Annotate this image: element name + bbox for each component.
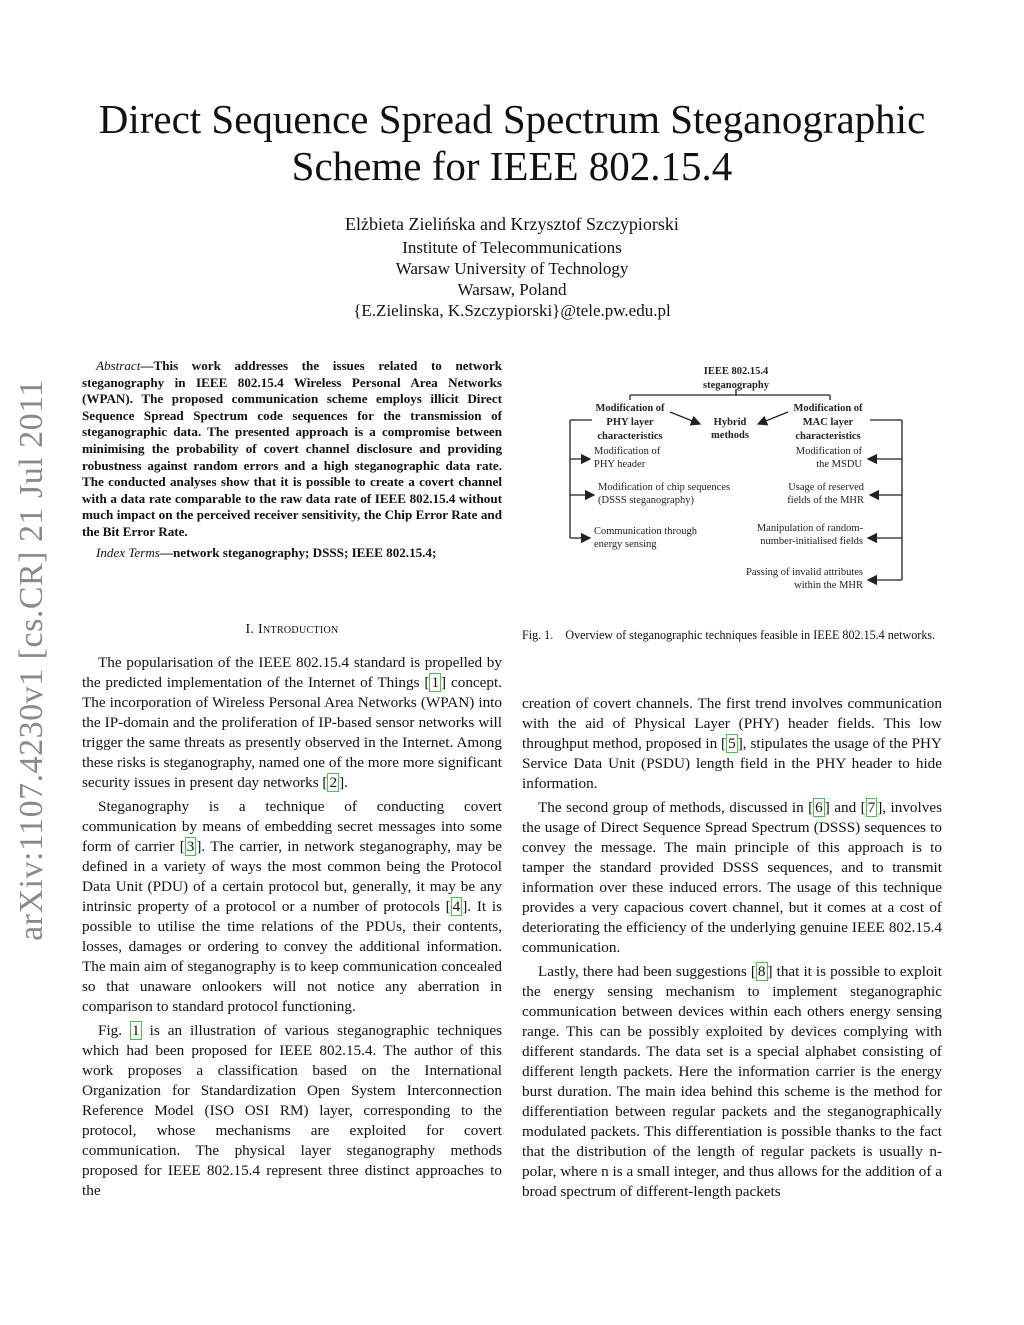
phy-item-2-l2: (DSSS steganography) bbox=[598, 495, 694, 506]
index-terms-label: Index Terms bbox=[96, 544, 160, 560]
mac-item-1-l1: Modification of bbox=[795, 446, 862, 457]
phy-item-2-l1: Modification of chip sequences bbox=[598, 482, 731, 493]
paragraph: The second group of methods, discussed in [ 6 ] and [ 7 ], involves the usage of Direct Sequence Spread Spectrum (DSSS) sequences to convey the message. The main principle of this approach is to tamper the standard provided DSSS sequences, and to transmit information over these induced errors. The usage of this technique provides a very capacious covert channel, but it comes at a cost of deteriorating the efficiency of the underlying genuine IEEE 802.15.4 communication. bbox=[522, 799, 942, 956]
mac-node-l3: characteristics bbox=[795, 431, 861, 442]
mac-item-2-l1: Usage of reserved bbox=[788, 482, 864, 493]
mac-item-3-l1: Manipulation of random- bbox=[756, 523, 863, 534]
author-block bbox=[200, 214, 824, 321]
abstract bbox=[82, 358, 502, 561]
phy-item-3-l2: energy sensing bbox=[594, 539, 657, 550]
citation-link[interactable]: 5 bbox=[728, 735, 736, 752]
paragraph: Steganography is a technique of conducting covert communication by means of embedding secret messages into some form of carrier [ 3 ]. The carrier, in network steganography, may be defined in a variety of ways the most common being the Protocol Data Unit (PDU) of a certain protocol but, generally, it may be any intrinsic property of a protocol or a number of protocols [ 4 ]. It is possible to utilise the time relations of the PDUs, their contents, losses, damages or ordering to convey the additional information. The main aim of steganography is to keep communication concealed so that unaware onlookers will not notice any aberration in comparison to standard protocol functioning. bbox=[82, 798, 502, 1015]
mac-item-4-l2: within the MHR bbox=[794, 580, 863, 591]
citation-link[interactable]: 4 bbox=[452, 898, 461, 915]
phy-item-1-l1: Modification of bbox=[594, 446, 661, 457]
figure-link[interactable]: 1 bbox=[132, 1022, 140, 1039]
section-heading-intro bbox=[82, 622, 502, 638]
caption-text: Overview of steganographic techniques feasible in IEEE 802.15.4 networks. bbox=[565, 628, 936, 642]
caption-label: Fig. 1. bbox=[522, 628, 554, 642]
citation-link[interactable]: 8 bbox=[757, 963, 766, 980]
section-number: I. bbox=[245, 622, 255, 637]
author-names: Elżbieta Zielińska and Krzysztof Szczypiorski bbox=[345, 214, 679, 234]
citation-link[interactable]: 1 bbox=[431, 674, 440, 691]
index-terms: —network steganography; DSSS; IEEE 802.15.4; bbox=[159, 544, 437, 560]
arxiv-stamp bbox=[6, 380, 58, 940]
mac-item-4-l1: Passing of invalid attributes bbox=[746, 567, 863, 578]
phy-node-l2: PHY layer bbox=[606, 417, 654, 428]
section-title: Introduction bbox=[258, 622, 339, 637]
figure-1-caption bbox=[522, 628, 942, 644]
hybrid-node-l2: methods bbox=[711, 430, 749, 441]
phy-node-l3: characteristics bbox=[597, 431, 663, 442]
citation-link[interactable]: 7 bbox=[867, 799, 876, 816]
steganography-taxonomy-diagram bbox=[560, 360, 912, 598]
paragraph: Lastly, there had been suggestions [ 8 ] that it is possible to exploit the energy sensing mechanism to implement steganographic communication between devices within each others energy sensing range. This can be possibly exploited by devices complying with different standards. The data set is a special alphabet consisting of different length packets. Here the information carrier is the energy burst duration. The main idea behind this scheme is the method for differentiation between regular packets and the steganographically modulated packets. This differentiation is possible thanks to the fact that the distribution of the length of regular packets is usually n-polar, where n is a small integer, and thus allows for the addition of a broad spectrum of different-length packets bbox=[522, 963, 942, 1200]
abstract-label: Abstract bbox=[96, 358, 141, 373]
paragraph: The popularisation of the IEEE 802.15.4 standard is propelled by the predicted implementation of the Internet of Things [ 1 ] concept. The incorporation of Wireless Personal Area Networks (WPAN) into the IP-domain and the proliferation of IP-based sensor networks will trigger the same threats as presently observed in the Internet. Among these risks is steganography, named one of the more more significant security issues in present day networks [ 2 ]. bbox=[82, 654, 503, 791]
mac-item-2-l2: fields of the MHR bbox=[787, 495, 864, 506]
left-column bbox=[82, 358, 502, 561]
affiliation-institute: Institute of Telecommunications bbox=[402, 238, 622, 257]
abstract-text: —This work addresses the issues related to network steganography in IEEE 802.15.4 Wireless Personal Area Networks (WPAN). The proposed communication scheme employs illicit Direct Sequence Spread Spectrum code sequences for the transmission of steganographic data. The presented approach is a compromise between minimising the probability of covert channel disclosure and providing robustness against random errors and a high steganographic data rate. The conducted analyses show that it is possible to create a covert channel with a data rate comparable to the raw data rate of IEEE 802.15.4 without much impact on the perceived receiver sensitivity, the Chip Error Rate and the Bit Error Rate. bbox=[82, 358, 502, 539]
phy-item-3-l1: Communication through bbox=[594, 526, 697, 537]
mac-node-l2: MAC layer bbox=[802, 417, 854, 428]
phy-item-1-l2: PHY header bbox=[594, 459, 646, 470]
paper-title: Direct Sequence Spread Spectrum Steganographic Scheme for IEEE 802.15.4 bbox=[98, 96, 926, 189]
figure-1-diagram bbox=[560, 360, 912, 598]
author-emails: {E.Zielinska, K.Szczypiorski}@tele.pw.edu.pl bbox=[353, 301, 671, 320]
intro-body-left bbox=[82, 653, 502, 1201]
mac-item-3-l2: number-initialised fields bbox=[760, 536, 863, 547]
hybrid-node-l1: Hybrid bbox=[713, 417, 747, 428]
affiliation-location: Warsaw, Poland bbox=[457, 280, 567, 299]
arxiv-id: arXiv:1107.4230v1 [cs.CR] 21 Jul 2011 bbox=[13, 379, 50, 941]
citation-link[interactable]: 2 bbox=[329, 774, 338, 791]
phy-node-l1: Modification of bbox=[595, 403, 665, 414]
root-node-l1: IEEE 802.15.4 bbox=[703, 366, 769, 377]
paragraph: creation of covert channels. The first trend involves communication with the aid of Physical Layer (PHY) header fields. This low throughput method, proposed in [ 5 ], stipulates the usage of the PHY Service Data Unit (PSDU) length field in the PHY header to hide information. bbox=[522, 695, 942, 792]
affiliation-university: Warsaw University of Technology bbox=[395, 259, 629, 278]
citation-link[interactable]: 3 bbox=[186, 838, 195, 855]
paragraph: Fig. 1 is an illustration of various steganographic techniques which had been proposed for IEEE 802.15.4. The author of this work proposes a classification based on the International Organization for Standardization Open System Interconnection Reference Model (ISO OSI RM) layer, corresponding to the protocol, whose mechanisms are exploited for covert communication. The physical layer steganography methods proposed for IEEE 802.15.4 represent three distinct approaches to the bbox=[82, 1022, 503, 1199]
mac-node-l1: Modification of bbox=[793, 403, 863, 414]
citation-link[interactable]: 6 bbox=[815, 799, 823, 816]
right-column bbox=[522, 694, 942, 1202]
root-node-l2: steganography bbox=[703, 380, 769, 391]
mac-item-1-l2: the MSDU bbox=[816, 459, 862, 470]
